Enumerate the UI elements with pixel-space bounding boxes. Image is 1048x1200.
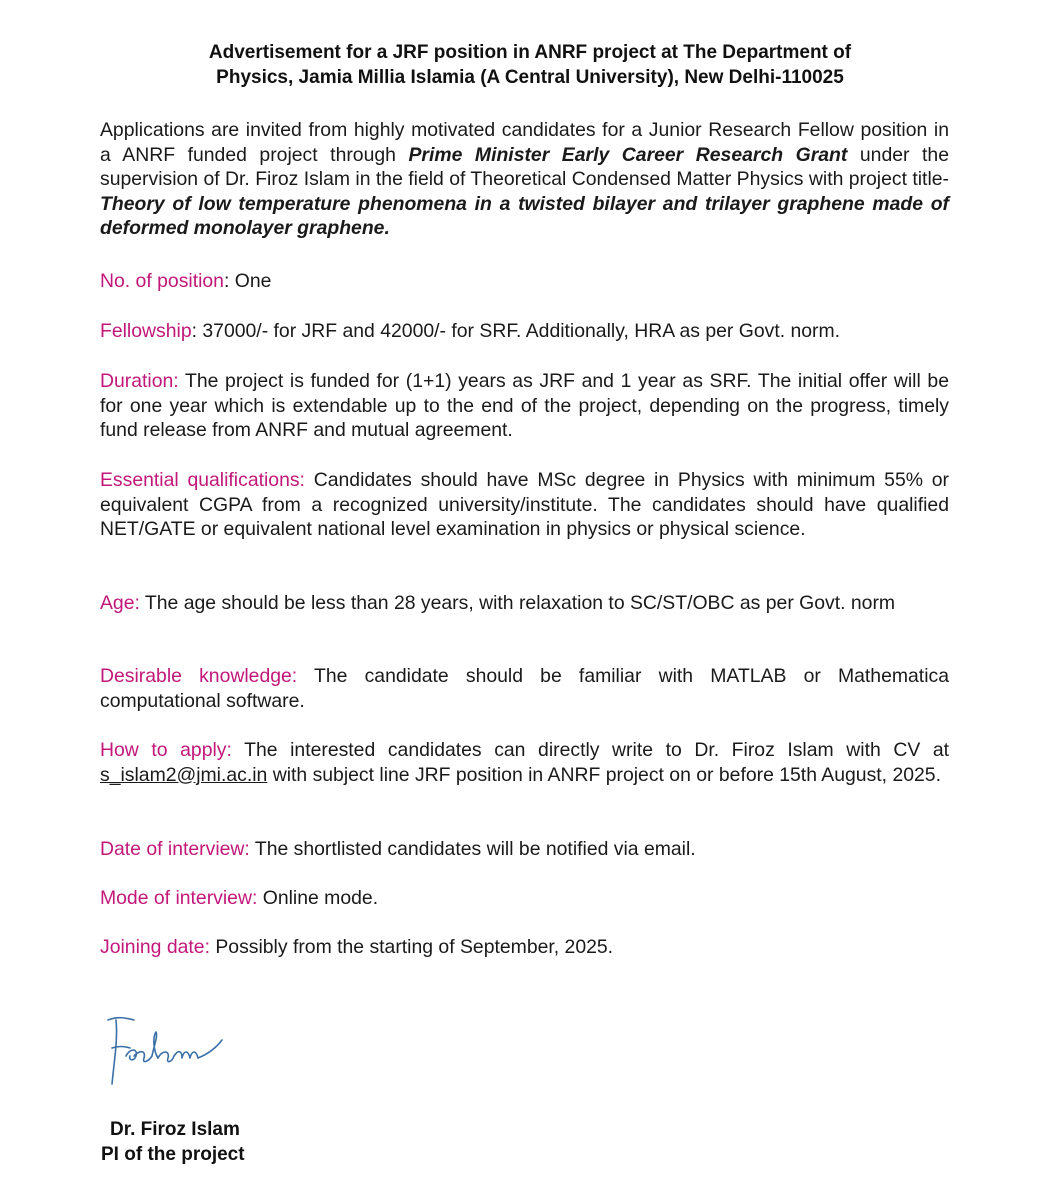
intro-text-1: Applications are invited from highly motivated candidates for a Junior Research Fellow position in a ANRF funded project through <box>100 119 949 166</box>
joining-value: Possibly from the starting of September, 2025. <box>209 936 614 958</box>
apply-text-1: The interested candidates can directly write to Dr. Firoz Islam with CV at <box>231 739 950 761</box>
qualifications-value: Candidates should have MSc degree in Physics with minimum 55% or equivalent CGPA from a recognized university/institute. The candidates should have qualified NET/GATE or equivalent national level examination in physics or physical science. <box>100 469 950 541</box>
email-link[interactable]: s_islam2@jmi.ac.in <box>100 763 268 786</box>
section-fellowship <box>100 319 949 344</box>
intro-paragraph <box>100 118 949 241</box>
joining-label: Joining date: <box>100 936 210 958</box>
knowledge-value: The candidate should be familiar with MATLAB or Mathematica computational software. <box>100 665 949 712</box>
section-knowledge <box>100 664 949 713</box>
apply-label: How to apply: <box>100 739 232 761</box>
section-duration <box>100 369 949 443</box>
interview-date-value: The shortlisted candidates will be notified via email. <box>249 838 696 860</box>
section-joining <box>100 935 949 960</box>
project-title: Theory of low temperature phenomena in a twisted bilayer and trilayer graphene made of deformed monolayer graphene. <box>100 192 949 240</box>
age-value: The age should be less than 28 years, with relaxation to SC/ST/OBC as per Govt. norm <box>139 592 896 614</box>
signatory-name: Dr. Firoz Islam <box>110 1119 240 1140</box>
section-age <box>100 591 949 616</box>
section-positions <box>100 269 949 294</box>
signatory-role: PI of the project <box>101 1144 245 1165</box>
page-title <box>150 40 910 90</box>
positions-value: : One <box>223 270 272 292</box>
duration-label: Duration: <box>100 370 179 392</box>
section-interview-mode <box>100 886 949 911</box>
section-qualifications <box>100 468 949 542</box>
interview-mode-label: Mode of interview: <box>100 887 258 909</box>
section-apply <box>100 738 949 787</box>
knowledge-label: Desirable knowledge: <box>100 665 298 687</box>
duration-value: The project is funded for (1+1) years as JRF and 1 year as SRF. The initial offer will be for one year which is extendable up to the end of the project, depending on the progress, timely fund release from ANRF and mutual agreement. <box>100 370 949 442</box>
apply-text-2: with subject line JRF position in ANRF project on or before 15th August, 2025. <box>267 763 941 786</box>
age-label: Age: <box>100 592 140 614</box>
title-line-2: Physics, Jamia Millia Islamia (A Central University), New Delhi-110025 <box>216 67 844 88</box>
grant-name: Prime Minister Early Career Research Grant <box>408 143 848 166</box>
title-line-1: Advertisement for a JRF position in ANRF project at The Department of <box>208 42 852 63</box>
qualifications-label: Essential qualifications: <box>100 469 305 491</box>
fellowship-label: Fellowship <box>100 320 192 342</box>
positions-label: No. of position <box>100 270 224 292</box>
interview-mode-value: Online mode. <box>257 887 379 909</box>
handwritten-signature <box>104 1010 244 1090</box>
intro-text-2: under the supervision of Dr. Firoz Islam in the field of Theoretical Condensed Matter Physics with project title- <box>100 143 949 191</box>
interview-date-label: Date of interview: <box>100 838 250 860</box>
section-interview-date <box>100 837 949 862</box>
fellowship-value: : 37000/- for JRF and 42000/- for SRF. Additionally, HRA as per Govt. norm. <box>191 320 841 342</box>
